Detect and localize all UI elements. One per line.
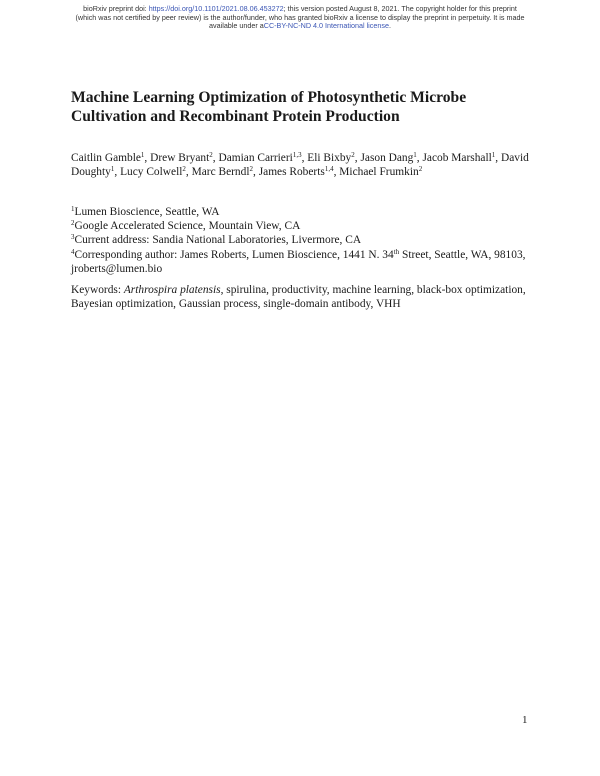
author: Jacob Marshall$^1$, — [422, 151, 501, 164]
author: Damian Carrieri$^{1,3}$, — [218, 151, 308, 164]
author: Jason Dang$^1$, — [360, 151, 423, 164]
keywords-rest: , spirulina, productivity, machine learning, black-box optimization, Bayesian optimization, Gaussian process, single-domain antibody, VHH — [71, 284, 526, 311]
author-list — [71, 151, 541, 179]
license-link[interactable]: CC-BY-NC-ND 4.0 International license — [263, 21, 389, 31]
doi-link[interactable]: https://doi.org/10.1101/2021.08.06.453272 — [148, 4, 284, 13]
author: Marc Berndl$^2$, — [191, 165, 259, 179]
affiliation-list — [71, 205, 541, 276]
paper-title: Machine Learning Optimization of Photosynthetic Microbe Cultivation and Recombinant Protein Production — [71, 89, 467, 125]
author: Eli Bixby$^2$, — [307, 151, 361, 164]
affiliation: $^3$Current address: Sandia National Laboratories, Livermore, CA — [71, 233, 362, 247]
author: James Roberts$^{1,4}$, — [258, 165, 340, 179]
header-line-1: bioRxiv preprint doi: https://doi.org/10.1101/2021.08.06.453272; this version posted August 8, 2021. The copyright holder for this preprint — [83, 4, 517, 13]
author: Drew Bryant$^2$, — [150, 151, 219, 164]
header-line-3: available under aCC-BY-NC-ND 4.0 International license. — [209, 21, 391, 31]
header-line-2: (which was not certified by peer review) is the author/funder, who has granted bioRxiv a license to display the preprint in perpetuity. It is made — [75, 12, 525, 22]
author: Michael Frumkin$^2$ — [339, 165, 423, 179]
keywords-label: Keywords: — [71, 284, 124, 296]
author: Lucy Colwell$^2$, — [120, 165, 192, 179]
page-number: 1 — [522, 714, 528, 726]
author: Caitlin Gamble$^1$, — [71, 151, 151, 164]
corresponding-author: $^4$Corresponding author: James Roberts, Lumen Bioscience, 1441 N. 34th Street, Seattle, WA, 98103, jroberts@lumen.bio — [71, 247, 526, 275]
affiliation: $^1$Lumen Bioscience, Seattle, WA — [71, 205, 220, 218]
author: David Doughty$^1$, — [71, 152, 529, 179]
affiliation: $^2$Google Accelerated Science, Mountain View, CA — [71, 219, 301, 233]
keywords — [71, 283, 541, 311]
keyword-italic: Arthrospira platensis — [123, 284, 221, 296]
preprint-header — [0, 5, 600, 31]
